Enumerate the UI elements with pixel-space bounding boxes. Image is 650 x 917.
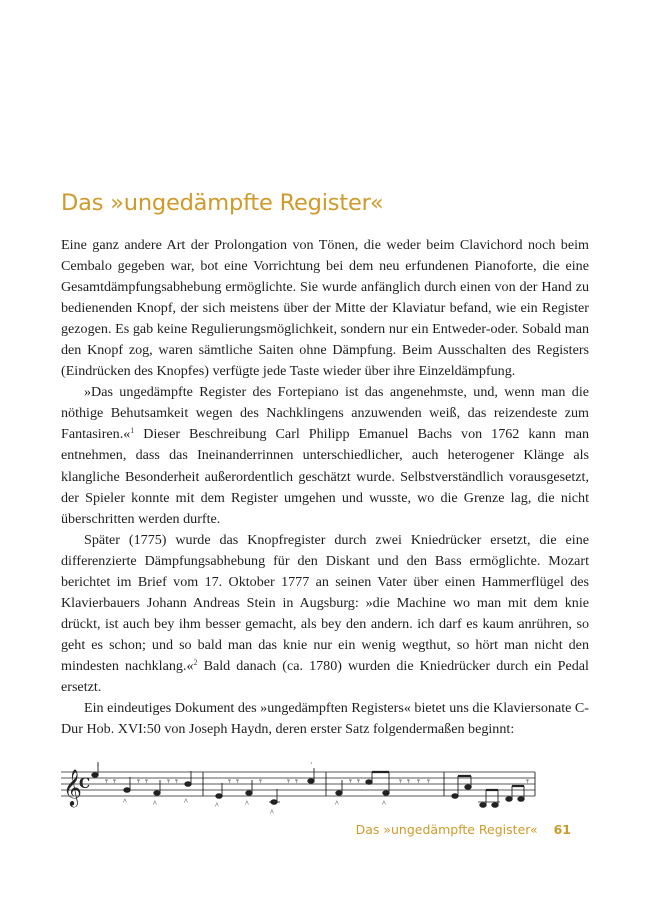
svg-text:𝄾: 𝄾 <box>357 776 360 788</box>
measure-2 <box>215 760 314 817</box>
svg-text:^: ^ <box>270 808 274 817</box>
svg-text:𝄾: 𝄾 <box>167 776 170 788</box>
svg-text:𝄾: 𝄾 <box>399 776 402 788</box>
svg-text:𝄾: 𝄾 <box>175 776 178 788</box>
footnote-ref-1[interactable]: 1 <box>130 426 135 436</box>
svg-text:𝄾: 𝄾 <box>287 776 290 788</box>
svg-text:𝄾: 𝄾 <box>295 776 298 788</box>
paragraph-1 <box>61 235 589 382</box>
svg-text:^: ^ <box>153 799 157 808</box>
svg-text:𝄾: 𝄾 <box>349 776 352 788</box>
svg-text:𝄾: 𝄾 <box>526 776 529 788</box>
paragraph-2 <box>61 382 589 529</box>
paragraph-text: Dieser Beschreibung Carl Philipp Emanuel Bachs von 1762 kann man entnehmen, dass das Ineinanderrinnen unterschiedlicher, auch heterogener Klänge als klangliche Besonderheit außerordentlich geschätzt wurde. Selbstverständlich vorausgesetzt, der Spieler konnte mit dem Register umgehen und wusste, wo die Grenze lag, die nicht überschritten werden durfte. <box>61 426 589 527</box>
body-text <box>61 235 589 740</box>
svg-text:𝄾: 𝄾 <box>236 776 239 788</box>
paragraph-text: Bald danach (ca. 1780) wurden die Kniedrücker durch ein Pedal ersetzt. <box>61 657 589 695</box>
svg-text:𝄾: 𝄾 <box>113 776 116 788</box>
paragraph-text: »Das ungedämpfte Register des Fortepiano ist das angenehmste, und, wenn man die nöthige Behutsamkeit wegen des Nachklingens anzuwenden weiß, das reizendeste zum Fantasiren.« <box>61 384 589 443</box>
svg-text:·: · <box>97 761 100 770</box>
svg-text:^: ^ <box>123 797 127 806</box>
paragraph-text: Eine ganz andere Art der Prolongation von Tönen, die weder beim Clavichord noch beim Cembalo gegeben war, bot eine Vorrichtung bei dem neu erfundenen Pianoforte, die eine Gesamtdämpfungsabhebung ermöglichte. Sie wurde anfänglich durch einen von der Hand zu bedienenden Knopf, der sich meistens über der Mitte der Klaviatur befand, wie ein Register gezogen. Es gab keine Regulierungsmöglichkeit, sondern nur ein Entweder-oder. Sobald man den Knopf zog, waren sämtliche Saiten ohne Dämpfung. Beim Ausschalten des Registers (Eindrücken des Knopfes) verfügte jede Taste wieder über ihre Einzeldämpfung. <box>61 237 589 380</box>
svg-text:𝄾: 𝄾 <box>137 776 140 788</box>
paragraph-text: Ein eindeutiges Dokument des »ungedämpften Registers« bietet uns die Klaviersonate C-Dur Hob. XVI:50 von Joseph Haydn, deren erster Satz folgendermaßen beginnt: <box>61 700 589 738</box>
svg-text:^: ^ <box>215 801 219 810</box>
paragraph-text: Später (1775) wurde das Knopfregister durch zwei Kniedrücker ersetzt, die eine differenzierte Dämpfungsabhebung für den Diskant und den Bass ermöglichte. Mozart berichtet im Brief vom 17. Oktober 1777 an seinen Vater über einen Hammerflügel des Klavierbauers Johann Andreas Stein in Augsburg: »die Machine wo man mit dem knie drückt, ist auch bey ihm besser gemacht, als bey den andern. ich darf es kaum anrühren, so geht es schon; und so bald man das knie nur ein wenig wegthut, so hört man nicht den mindesten nachklang.« <box>61 531 589 674</box>
measure-4 <box>452 776 529 807</box>
music-example <box>61 760 561 822</box>
svg-text:^: ^ <box>184 797 188 806</box>
svg-text:𝄾: 𝄾 <box>407 776 410 788</box>
section-heading: Das »ungedämpfte Register« <box>61 190 384 216</box>
running-head: Das »ungedämpfte Register« <box>355 822 538 837</box>
page-footer <box>356 822 571 837</box>
svg-text:𝄾: 𝄾 <box>427 776 430 788</box>
paragraph-3 <box>61 530 589 698</box>
svg-text:𝄾: 𝄾 <box>417 776 420 788</box>
svg-text:𝄾: 𝄾 <box>228 776 231 788</box>
time-signature: C <box>79 776 91 792</box>
paragraph-4 <box>61 698 589 740</box>
svg-text:𝄾: 𝄾 <box>259 776 262 788</box>
svg-text:𝄾: 𝄾 <box>105 776 108 788</box>
measure-1 <box>92 761 191 808</box>
svg-text:𝄾: 𝄾 <box>145 776 148 788</box>
footnote-ref-2[interactable]: 2 <box>193 657 198 667</box>
svg-text:^: ^ <box>335 799 339 808</box>
svg-text:^: ^ <box>382 799 386 808</box>
svg-text:·: · <box>310 760 313 768</box>
svg-text:𝄞: 𝄞 <box>63 768 82 806</box>
svg-text:^: ^ <box>245 799 249 808</box>
page-number: 61 <box>553 822 571 837</box>
